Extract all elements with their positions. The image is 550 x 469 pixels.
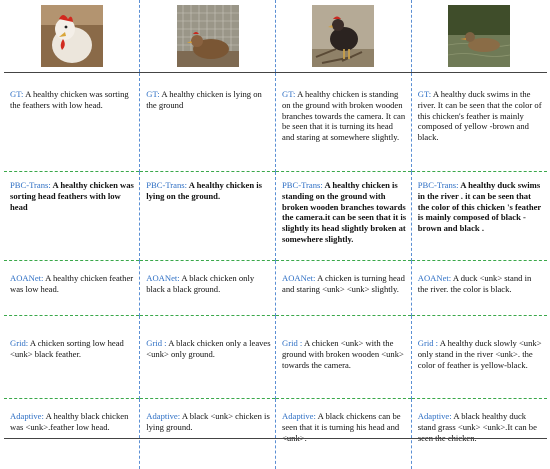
adaptive-cell xyxy=(4,399,140,469)
aoanet-cell xyxy=(411,261,547,316)
pbc-trans-cell xyxy=(140,172,276,261)
pbc-trans-text: A healthy duck swims in the river . it can be seen that the color of this chicken 's feather is mainly composed of black -brown and black . xyxy=(418,180,541,233)
pbc-trans-cell xyxy=(4,172,140,261)
gt-label: GT: xyxy=(418,89,431,99)
adaptive-cell xyxy=(276,399,412,469)
gt-text: A healthy duck swims in the river. It can be seen that the color of this chicken's feather is mainly composed of yellow -brown and black. xyxy=(418,89,542,142)
white-chicken-image xyxy=(41,5,103,67)
adaptive-text: A black healthy duck stand grass <unk> <unk>.It can be xyxy=(418,411,537,443)
grid-row xyxy=(4,316,547,399)
aoanet-cell xyxy=(140,261,276,316)
adaptive-cell xyxy=(411,399,547,469)
grid-cell xyxy=(140,316,276,399)
adaptive-label: Adaptive: xyxy=(146,411,180,421)
gt-label: GT: xyxy=(282,89,295,99)
adaptive-text: A healthy black chicken was <unk>.feather low head. xyxy=(10,411,128,432)
adaptive-text: A black <unk> chicken is lying ground. xyxy=(146,411,270,432)
gt-label: GT: xyxy=(146,89,159,99)
pbc-trans-text: A healthy chicken is lying on the ground. xyxy=(146,180,262,201)
adaptive-label: Adaptive: xyxy=(282,411,316,421)
gt-cell xyxy=(411,73,547,172)
aoanet-label: AOANet: xyxy=(146,273,179,283)
pbc-trans-label: PBC-Trans: xyxy=(146,180,187,190)
grid-cell xyxy=(4,316,140,399)
image-cell-3 xyxy=(276,0,412,73)
grid-cell xyxy=(276,316,412,399)
aoanet-label: AOANet: xyxy=(10,273,43,283)
table-bottom-rule xyxy=(4,438,547,439)
pbc-trans-label: PBC-Trans: xyxy=(418,180,459,190)
gt-text: A healthy chicken was sorting the feathers with low head. xyxy=(10,89,129,110)
gt-text: A healthy chicken is standing on the ground with broken wooden branches towards the camera. It can be seen that it is turning its head and staring at somewhere slightly. xyxy=(282,89,405,142)
gt-row xyxy=(4,73,547,172)
caption-comparison-table xyxy=(4,0,547,469)
pbc-trans-text: A healthy chicken is standing on the ground with broken wooden branches towards the camera.it can be seen that it is slightly its head slightly broken at somewhere slightly. xyxy=(282,180,406,244)
grid-cell xyxy=(411,316,547,399)
grid-text: A healthy duck slowly <unk> only stand in the river <unk>. the color of feather is yellow-black. xyxy=(418,338,542,370)
grid-label: Grid: xyxy=(10,338,28,348)
adaptive-label: Adaptive: xyxy=(418,411,452,421)
image-cell-2 xyxy=(140,0,276,73)
adaptive-label: Adaptive: xyxy=(10,411,44,421)
aoanet-row xyxy=(4,261,547,316)
gt-cell xyxy=(140,73,276,172)
grid-text: A black chicken only a leaves <unk> only ground. xyxy=(146,338,270,359)
aoanet-text: A black chicken only black a black ground. xyxy=(146,273,254,294)
aoanet-text: A duck <unk> stand in the river. the color is black. xyxy=(418,273,532,294)
aoanet-label: AOANet: xyxy=(282,273,315,283)
image-row xyxy=(4,0,547,73)
pbc-trans-cell xyxy=(411,172,547,261)
grid-label: Grid : xyxy=(418,338,438,348)
aoanet-cell xyxy=(276,261,412,316)
grid-label: Grid : xyxy=(146,338,166,348)
aoanet-text: A chicken is turning head and staring <unk> <unk> slightly. xyxy=(282,273,405,294)
gt-cell xyxy=(276,73,412,172)
aoanet-cell xyxy=(4,261,140,316)
aoanet-label: AOANet: xyxy=(418,273,451,283)
adaptive-text: A black chickens can be seen that it is turning his head and xyxy=(282,411,401,443)
duck-image xyxy=(448,5,510,67)
adaptive-cell xyxy=(140,399,276,469)
gt-cell xyxy=(4,73,140,172)
black-chicken-image xyxy=(312,5,374,67)
grid-text: A chicken <unk> with the ground with broken wooden <unk> towards the camera. xyxy=(282,338,404,370)
gt-text: A healthy chicken is lying on the ground xyxy=(146,89,262,110)
pbc-trans-row xyxy=(4,172,547,261)
aoanet-text: A healthy chicken feather was low head. xyxy=(10,273,133,294)
adaptive-row xyxy=(4,399,547,469)
hen-in-cage-image xyxy=(177,5,239,67)
pbc-trans-text: A healthy chicken was sorting head feathers with low head xyxy=(10,180,134,212)
pbc-trans-label: PBC-Trans: xyxy=(282,180,323,190)
pbc-trans-cell xyxy=(276,172,412,261)
grid-label: Grid : xyxy=(282,338,302,348)
image-cell-4 xyxy=(411,0,547,73)
grid-text: A chicken sorting low head <unk> black feather. xyxy=(10,338,124,359)
image-cell-1 xyxy=(4,0,140,73)
pbc-trans-label: PBC-Trans: xyxy=(10,180,51,190)
gt-label: GT: xyxy=(10,89,23,99)
